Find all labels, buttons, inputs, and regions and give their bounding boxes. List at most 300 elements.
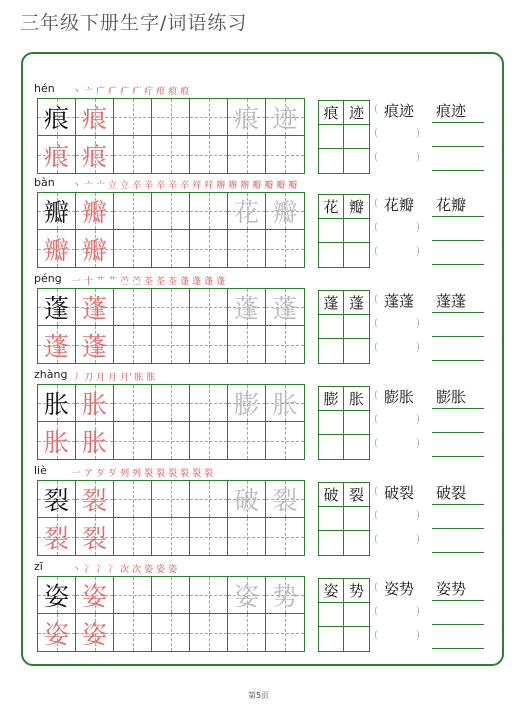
stroke-step: 姿 [144, 565, 154, 575]
practice-cell[interactable] [266, 518, 304, 555]
open-paren: ( [374, 342, 378, 353]
writing-line[interactable] [432, 408, 484, 409]
writing-line[interactable] [432, 360, 484, 361]
practice-char: 姿 [233, 582, 259, 611]
practice-cell[interactable] [266, 136, 304, 173]
open-paren: ( [374, 318, 378, 329]
practice-char: 痕 [81, 104, 107, 133]
stroke-step: 广 [96, 87, 106, 97]
open-paren: ( [374, 222, 378, 233]
stroke-step: 辛 [156, 181, 166, 191]
close-paren: ) [416, 318, 420, 329]
practice-cell[interactable] [266, 614, 304, 651]
writing-line[interactable] [432, 432, 484, 433]
practice-cell [266, 193, 304, 230]
practice-cell[interactable] [114, 326, 152, 363]
writing-lines [432, 578, 488, 652]
stroke-step: 裂 [204, 469, 214, 479]
open-paren: ( [374, 294, 378, 305]
stroke-step: 亠 [84, 87, 94, 97]
word-cell[interactable] [319, 243, 344, 267]
writing-line[interactable] [432, 528, 484, 529]
writing-lines [432, 100, 488, 174]
practice-cell [76, 518, 114, 555]
close-paren: ) [416, 152, 420, 163]
practice-char: 裂 [43, 486, 69, 515]
word-text: 花瓣 [436, 196, 467, 214]
word-text: 膨胀 [436, 388, 467, 406]
word-cell[interactable] [344, 339, 369, 363]
stroke-step: 丿 [72, 373, 82, 383]
practice-cell[interactable] [190, 614, 228, 651]
stroke-step: 冫 [84, 565, 94, 575]
practice-cell [266, 289, 304, 326]
practice-cell[interactable] [228, 614, 266, 651]
word-cell: 迹 [344, 101, 369, 125]
stroke-step: 丶 [72, 87, 82, 97]
pinyin: bàn [34, 176, 55, 189]
writing-line[interactable] [432, 146, 484, 147]
pinyin: zhàng [34, 368, 68, 381]
practice-char: 姿 [43, 619, 69, 649]
practice-cell [38, 385, 76, 422]
page-number: 第5页 [247, 691, 270, 700]
practice-cell[interactable] [190, 289, 228, 326]
practice-cell[interactable] [190, 577, 228, 614]
writing-line[interactable] [432, 170, 484, 171]
pinyin-stroke-row [34, 368, 504, 382]
word-cell[interactable] [344, 411, 369, 435]
close-paren: ) [416, 438, 420, 449]
char-section [34, 272, 504, 364]
practice-grid [37, 192, 305, 268]
stroke-step: 荃 [156, 277, 166, 287]
stroke-step: 次 [132, 565, 142, 575]
practice-cell[interactable] [114, 385, 152, 422]
writing-line[interactable] [432, 552, 484, 553]
stroke-step: 苎 [120, 277, 130, 287]
word-text: 痕迹 [436, 102, 467, 120]
word-cell: 痕 [319, 101, 344, 125]
writing-line[interactable] [432, 336, 484, 337]
practice-grid [37, 98, 305, 174]
stroke-step: 疒 [120, 87, 130, 97]
close-paren: ) [416, 342, 420, 353]
word-cell: 蓬 [344, 291, 369, 315]
practice-cell [38, 614, 76, 651]
stroke-step: 列 [120, 469, 130, 479]
pinyin-stroke-row [34, 560, 504, 574]
stroke-step: 疔 [144, 87, 154, 97]
practice-char: 裂 [43, 523, 69, 553]
word-cell[interactable] [319, 149, 344, 173]
word-cell[interactable] [344, 603, 369, 627]
word-cell[interactable] [319, 315, 344, 339]
practice-cell[interactable] [228, 230, 266, 267]
practice-cell [76, 577, 114, 614]
word-cell: 裂 [344, 483, 369, 507]
practice-cell[interactable] [152, 99, 190, 136]
writing-line[interactable] [432, 648, 484, 649]
practice-char: 痕 [81, 141, 107, 171]
stroke-step: 列 [132, 469, 142, 479]
stroke-order [72, 272, 228, 289]
char-section [34, 82, 504, 174]
word-cell: 瓣 [344, 195, 369, 219]
practice-char: 胀 [43, 427, 69, 457]
practice-char: 蓬 [272, 294, 298, 323]
stroke-step: 裂 [168, 469, 178, 479]
stroke-order [72, 464, 216, 481]
practice-cell[interactable] [114, 99, 152, 136]
stroke-step: 疒 [132, 87, 142, 97]
practice-cell[interactable] [228, 136, 266, 173]
stroke-step: 冫 [96, 565, 106, 575]
word-cell[interactable] [344, 125, 369, 149]
word-cell[interactable] [319, 603, 344, 627]
pinyin: zī [34, 560, 43, 573]
word-cell[interactable] [344, 219, 369, 243]
practice-char: 势 [272, 582, 298, 611]
char-section [34, 464, 504, 556]
practice-cell[interactable] [190, 99, 228, 136]
word-cell[interactable] [319, 411, 344, 435]
practice-cell [76, 422, 114, 459]
practice-cell [266, 577, 304, 614]
stroke-order [72, 176, 300, 193]
writing-line[interactable] [432, 216, 484, 217]
pinyin-stroke-row [34, 176, 504, 190]
practice-char: 胀 [272, 390, 298, 419]
stroke-step: 痕 [168, 87, 178, 97]
practice-char: 瓣 [81, 235, 107, 265]
stroke-step: 瓣 [276, 181, 286, 191]
word-cell[interactable] [344, 435, 369, 459]
practice-cell[interactable] [190, 422, 228, 459]
word-cell: 破 [319, 483, 344, 507]
word-text: 蓬蓬 [436, 292, 467, 310]
stroke-step: 瓣 [264, 181, 274, 191]
practice-cell[interactable] [190, 136, 228, 173]
stroke-step: 辦 [228, 181, 238, 191]
practice-cell [38, 481, 76, 518]
close-paren: ) [416, 606, 420, 617]
stroke-step: 辛 [132, 181, 142, 191]
stroke-step: 一 [72, 277, 82, 287]
practice-cell[interactable] [228, 518, 266, 555]
stroke-step: 瓣 [288, 181, 298, 191]
char-section [34, 176, 504, 268]
practice-cell [38, 193, 76, 230]
practice-grid [37, 384, 305, 460]
pinyin: hén [34, 82, 55, 95]
practice-char: 瓣 [43, 198, 69, 227]
writing-line[interactable] [432, 600, 484, 601]
practice-cell[interactable] [114, 136, 152, 173]
stroke-step: 艹 [108, 277, 118, 287]
open-paren: ( [374, 630, 378, 641]
stroke-order [72, 560, 180, 577]
practice-cell[interactable] [114, 614, 152, 651]
practice-cell [228, 481, 266, 518]
practice-cell [38, 136, 76, 173]
practice-cell[interactable] [190, 481, 228, 518]
stroke-step: 月 [108, 373, 118, 383]
stroke-step: 辡 [192, 181, 202, 191]
word-cell: 胀 [344, 387, 369, 411]
close-paren: ) [416, 246, 420, 257]
practice-char: 蓬 [43, 294, 69, 323]
pinyin-stroke-row [34, 272, 504, 286]
writing-line[interactable] [432, 456, 484, 457]
word-cell[interactable] [344, 149, 369, 173]
open-paren: ( [374, 152, 378, 163]
practice-char: 痕 [233, 104, 259, 133]
practice-char: 蓬 [43, 331, 69, 361]
word-cell[interactable] [319, 435, 344, 459]
practice-cell[interactable] [266, 326, 304, 363]
practice-char: 破 [233, 486, 259, 515]
stroke-step: 蓬 [180, 277, 190, 287]
word-text: 花瓣 [384, 196, 415, 214]
stroke-step: 姿 [156, 565, 166, 575]
practice-cell [76, 614, 114, 651]
stroke-step: 刀 [84, 373, 94, 383]
practice-cell[interactable] [114, 481, 152, 518]
practice-cell[interactable] [114, 230, 152, 267]
word-cell[interactable] [319, 627, 344, 651]
practice-cell[interactable] [114, 193, 152, 230]
practice-char: 胀 [81, 427, 107, 457]
stroke-step: 疳 [156, 87, 166, 97]
practice-cell [266, 385, 304, 422]
practice-cell [266, 99, 304, 136]
word-cell[interactable] [319, 339, 344, 363]
practice-cell [76, 99, 114, 136]
stroke-step: 裂 [180, 469, 190, 479]
stroke-step: ア [84, 469, 94, 479]
writing-lines [432, 386, 488, 460]
word-cell[interactable] [344, 243, 369, 267]
practice-char: 裂 [81, 486, 107, 515]
practice-cell[interactable] [152, 518, 190, 555]
word-cell[interactable] [344, 315, 369, 339]
practice-grid [37, 288, 305, 364]
open-paren: ( [374, 582, 378, 593]
stroke-step: 苎 [132, 277, 142, 287]
stroke-order [72, 82, 192, 99]
word-cell: 膨 [319, 387, 344, 411]
stroke-step: 亠 [84, 181, 94, 191]
writing-lines [432, 482, 488, 556]
word-cell[interactable] [344, 531, 369, 555]
stroke-step: 荃 [168, 277, 178, 287]
practice-char: 蓬 [233, 294, 259, 323]
stroke-step: 次 [120, 565, 130, 575]
practice-char: 痕 [43, 141, 69, 171]
stroke-step: 瓣 [252, 181, 262, 191]
practice-char: 瓣 [43, 235, 69, 265]
practice-char: 胀 [81, 390, 107, 419]
open-paren: ( [374, 534, 378, 545]
stroke-step: 姿 [168, 565, 178, 575]
practice-cell [38, 99, 76, 136]
word-text: 姿势 [384, 580, 415, 598]
pinyin: péng [34, 272, 62, 285]
practice-cell [38, 422, 76, 459]
open-paren: ( [374, 438, 378, 449]
practice-cell[interactable] [152, 577, 190, 614]
practice-char: 迹 [272, 104, 298, 133]
word-cell[interactable] [344, 507, 369, 531]
practice-cell[interactable] [228, 422, 266, 459]
pinyin-stroke-row [34, 82, 504, 96]
practice-cell[interactable] [152, 136, 190, 173]
practice-char: 花 [233, 198, 259, 227]
stroke-step: 艹 [96, 277, 106, 287]
stroke-step: 荃 [144, 277, 154, 287]
pinyin-blanks [374, 386, 424, 460]
practice-cell[interactable] [152, 481, 190, 518]
practice-cell[interactable] [114, 518, 152, 555]
practice-cell [76, 326, 114, 363]
word-text: 蓬蓬 [384, 292, 415, 310]
word-cell[interactable] [319, 507, 344, 531]
word-grid [318, 386, 370, 460]
practice-cell[interactable] [190, 230, 228, 267]
practice-cell[interactable] [266, 422, 304, 459]
practice-cell[interactable] [114, 422, 152, 459]
practice-cell [76, 289, 114, 326]
practice-char: 痕 [43, 104, 69, 133]
open-paren: ( [374, 486, 378, 497]
practice-cell[interactable] [190, 326, 228, 363]
practice-cell [76, 385, 114, 422]
word-cell: 花 [319, 195, 344, 219]
practice-cell[interactable] [190, 193, 228, 230]
practice-cell[interactable] [152, 614, 190, 651]
practice-char: 瓣 [81, 198, 107, 227]
stroke-step: 立 [120, 181, 130, 191]
word-cell[interactable] [344, 627, 369, 651]
writing-line[interactable] [432, 264, 484, 265]
stroke-order [72, 368, 159, 385]
word-text: 破裂 [384, 484, 415, 502]
practice-char: 姿 [43, 582, 69, 611]
pinyin-stroke-row [34, 464, 504, 478]
word-text: 姿势 [436, 580, 467, 598]
writing-line[interactable] [432, 240, 484, 241]
writing-lines [432, 194, 488, 268]
writing-line[interactable] [432, 122, 484, 123]
word-grid [318, 290, 370, 364]
practice-cell[interactable] [152, 385, 190, 422]
practice-char: 姿 [81, 582, 107, 611]
pinyin-blanks [374, 194, 424, 268]
practice-char: 裂 [81, 523, 107, 553]
stroke-step: 胀 [134, 373, 144, 383]
stroke-step: 蓬 [192, 277, 202, 287]
writing-line[interactable] [432, 624, 484, 625]
pinyin-blanks [374, 482, 424, 556]
stroke-step: 十 [84, 277, 94, 287]
word-cell[interactable] [319, 219, 344, 243]
word-cell[interactable] [319, 531, 344, 555]
pinyin-blanks [374, 578, 424, 652]
practice-cell[interactable] [152, 230, 190, 267]
word-grid [318, 100, 370, 174]
practice-cell[interactable] [228, 326, 266, 363]
writing-line[interactable] [432, 312, 484, 313]
practice-cell[interactable] [152, 289, 190, 326]
practice-cell[interactable] [152, 193, 190, 230]
practice-cell [228, 385, 266, 422]
word-text: 痕迹 [384, 102, 415, 120]
practice-char: 蓬 [81, 331, 107, 361]
word-cell: 势 [344, 579, 369, 603]
practice-cell [38, 230, 76, 267]
stroke-step: 裂 [144, 469, 154, 479]
practice-cell [76, 481, 114, 518]
word-grid [318, 578, 370, 652]
stroke-step: 裂 [192, 469, 202, 479]
stroke-step: 歹 [96, 469, 106, 479]
stroke-step: 冫 [108, 565, 118, 575]
open-paren: ( [374, 198, 378, 209]
practice-cell[interactable] [114, 577, 152, 614]
pinyin-blanks [374, 290, 424, 364]
word-cell: 蓬 [319, 291, 344, 315]
stroke-step: 痕 [180, 87, 190, 97]
practice-cell [38, 289, 76, 326]
practice-cell [38, 518, 76, 555]
stroke-step: 月 [96, 373, 106, 383]
practice-char: 瓣 [272, 198, 298, 227]
practice-grid [37, 480, 305, 556]
open-paren: ( [374, 128, 378, 139]
practice-char: 姿 [81, 619, 107, 649]
practice-char: 裂 [272, 486, 298, 515]
practice-cell[interactable] [190, 385, 228, 422]
practice-cell [228, 577, 266, 614]
practice-cell[interactable] [152, 422, 190, 459]
stroke-step: 辛 [144, 181, 154, 191]
char-section [34, 368, 504, 460]
word-grid [318, 482, 370, 556]
practice-char: 膨 [233, 390, 259, 419]
stroke-step: 蓬 [216, 277, 226, 287]
practice-cell[interactable] [266, 230, 304, 267]
open-paren: ( [374, 510, 378, 521]
stroke-step: 丶 [72, 565, 82, 575]
practice-cell[interactable] [190, 518, 228, 555]
word-cell[interactable] [319, 125, 344, 149]
practice-cell[interactable] [114, 289, 152, 326]
writing-line[interactable] [432, 504, 484, 505]
stroke-step: 立 [108, 181, 118, 191]
practice-cell[interactable] [152, 326, 190, 363]
pinyin-blanks [374, 100, 424, 174]
stroke-step: 月' [120, 373, 132, 383]
close-paren: ) [416, 222, 420, 233]
close-paren: ) [416, 534, 420, 545]
practice-char: 蓬 [81, 294, 107, 323]
stroke-step: 一 [72, 469, 82, 479]
open-paren: ( [374, 390, 378, 401]
close-paren: ) [416, 510, 420, 521]
open-paren: ( [374, 104, 378, 115]
stroke-step: 辦 [240, 181, 250, 191]
